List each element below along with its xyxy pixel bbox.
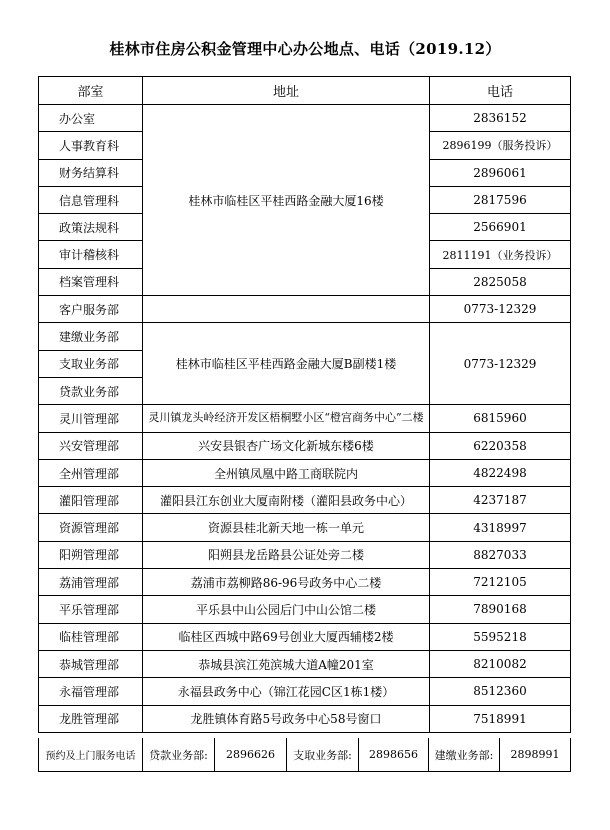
address-cell: 兴安县银杏广场文化新城东楼6楼 — [143, 432, 430, 459]
table-row — [39, 650, 571, 677]
phone-cell: 2811191（业务投诉） — [430, 241, 571, 268]
address-cell: 荔浦市荔柳路86-96号政务中心二楼 — [143, 569, 430, 596]
dept-cell: 阳朔管理部 — [39, 541, 143, 568]
table-row — [39, 105, 571, 132]
dept-cell: 信息管理科 — [39, 186, 143, 213]
table-row — [39, 459, 571, 486]
loan-dept-label: 贷款业务部: — [143, 738, 215, 772]
dept-cell: 客户服务部 — [39, 296, 143, 323]
address-cell: 恭城县滨江苑滨城大道A幢201室 — [143, 650, 430, 677]
header-address: 地址 — [143, 77, 430, 105]
footer-row — [39, 738, 571, 772]
dept-cell: 荔浦管理部 — [39, 569, 143, 596]
address-cell: 龙胜镇体育路5号政务中心58号窗口 — [143, 705, 430, 732]
phone-cell: 7518991 — [430, 705, 571, 732]
phone-cell: 6815960 — [430, 405, 571, 432]
page-title: 桂林市住房公积金管理中心办公地点、电话（2019.12） — [109, 40, 501, 58]
phone-cell: 2896061 — [430, 159, 571, 186]
table-row — [39, 705, 571, 732]
table-row — [39, 569, 571, 596]
address-cell: 灌阳县江东创业大厦南附楼（灌阳县政务中心） — [143, 487, 430, 514]
phone-cell: 4318997 — [430, 514, 571, 541]
appointment-footer — [38, 738, 571, 772]
table-row — [39, 541, 571, 568]
address-cell-empty — [143, 296, 430, 323]
deposit-dept-phone: 2898991 — [500, 738, 571, 772]
table-row — [39, 623, 571, 650]
table-row — [39, 678, 571, 705]
phone-cell: 8210082 — [430, 650, 571, 677]
phone-cell: 8512360 — [430, 678, 571, 705]
office-table — [38, 76, 571, 733]
address-cell: 临桂区西城中路69号创业大厦西辅楼2楼 — [143, 623, 430, 650]
dept-cell: 龙胜管理部 — [39, 705, 143, 732]
address-cell-merged-annex: 桂林市临桂区平桂西路金融大厦B副楼1楼 — [143, 323, 430, 405]
address-cell: 平乐县中山公园后门中山公馆二楼 — [143, 596, 430, 623]
dept-cell: 永福管理部 — [39, 678, 143, 705]
dept-cell: 支取业务部 — [39, 350, 143, 377]
phone-cell-merged: 0773-12329 — [430, 323, 571, 405]
dept-cell: 人事教育科 — [39, 132, 143, 159]
dept-cell: 全州管理部 — [39, 459, 143, 486]
dept-cell: 档案管理科 — [39, 268, 143, 295]
deposit-dept-label: 建缴业务部: — [429, 738, 500, 772]
phone-cell: 0773-12329 — [430, 296, 571, 323]
table-row — [39, 432, 571, 459]
table-row — [39, 596, 571, 623]
address-cell-merged-hq: 桂林市临桂区平桂西路金融大厦16楼 — [143, 105, 430, 296]
table-row — [39, 323, 571, 350]
dept-cell: 审计稽核科 — [39, 241, 143, 268]
address-cell: 全州镇凤凰中路工商联院内 — [143, 459, 430, 486]
table-header-row — [39, 77, 571, 105]
dept-cell: 政策法规科 — [39, 214, 143, 241]
dept-cell: 恭城管理部 — [39, 650, 143, 677]
phone-cell: 2825058 — [430, 268, 571, 295]
phone-cell: 7212105 — [430, 569, 571, 596]
address-cell: 阳朔县龙岳路县公证处旁二楼 — [143, 541, 430, 568]
dept-cell: 办公室 — [39, 105, 143, 132]
dept-cell: 兴安管理部 — [39, 432, 143, 459]
withdraw-dept-phone: 2898656 — [359, 738, 429, 772]
phone-cell: 8827033 — [430, 541, 571, 568]
phone-cell: 2817596 — [430, 186, 571, 213]
header-phone: 电话 — [430, 77, 571, 105]
table-row — [39, 296, 571, 323]
loan-dept-phone: 2896626 — [215, 738, 287, 772]
header-dept: 部室 — [39, 77, 143, 105]
phone-cell: 4237187 — [430, 487, 571, 514]
phone-cell: 2836152 — [430, 105, 571, 132]
phone-cell: 2566901 — [430, 214, 571, 241]
dept-cell: 财务结算科 — [39, 159, 143, 186]
table-row — [39, 405, 571, 432]
phone-cell: 2896199（服务投诉） — [430, 132, 571, 159]
dept-cell: 灌阳管理部 — [39, 487, 143, 514]
footer-label: 预约及上门服务电话 — [39, 738, 143, 772]
dept-cell: 临桂管理部 — [39, 623, 143, 650]
address-cell: 资源县桂北新天地一栋一单元 — [143, 514, 430, 541]
address-cell: 永福县政务中心（锦江花园C区1栋1楼） — [143, 678, 430, 705]
dept-cell: 平乐管理部 — [39, 596, 143, 623]
dept-cell: 资源管理部 — [39, 514, 143, 541]
address-cell: 灵川镇龙头岭经济开发区梧桐墅小区“橙宫商务中心”二楼 — [143, 405, 430, 432]
phone-cell: 4822498 — [430, 459, 571, 486]
dept-cell: 建缴业务部 — [39, 323, 143, 350]
dept-cell: 灵川管理部 — [39, 405, 143, 432]
dept-cell: 贷款业务部 — [39, 377, 143, 404]
withdraw-dept-label: 支取业务部: — [287, 738, 359, 772]
table-row — [39, 514, 571, 541]
phone-cell: 6220358 — [430, 432, 571, 459]
phone-cell: 7890168 — [430, 596, 571, 623]
table-row — [39, 487, 571, 514]
phone-cell: 5595218 — [430, 623, 571, 650]
